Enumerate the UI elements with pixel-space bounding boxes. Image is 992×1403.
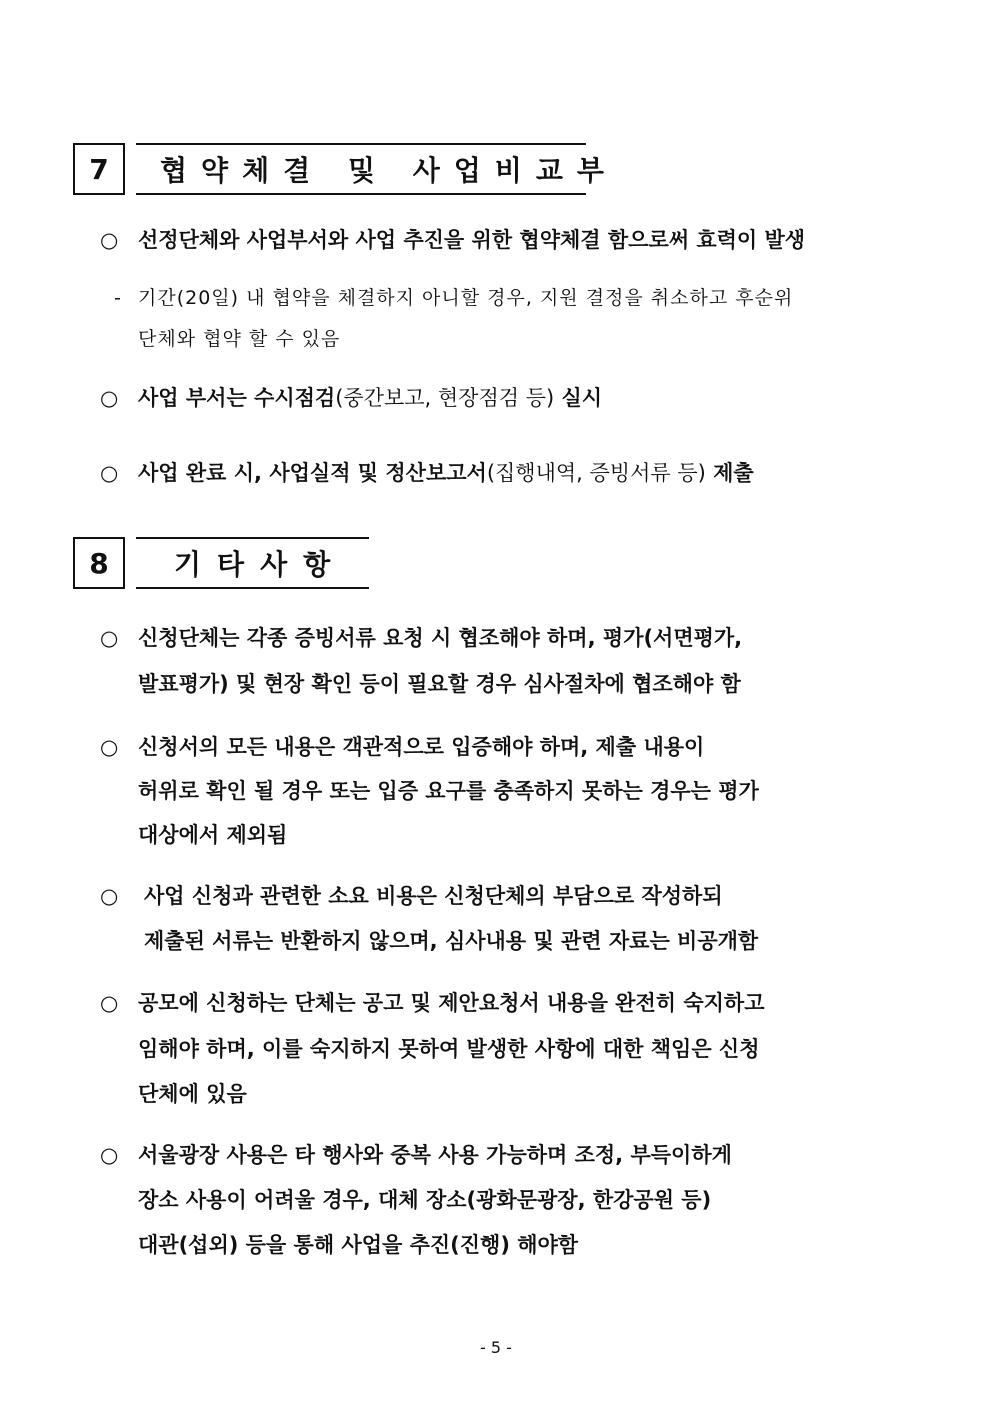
bullet-icon: ○ [100, 735, 119, 759]
s8-item4-line1 [100, 993, 765, 1014]
section-7-title-box [136, 143, 618, 195]
section-7-number-box [73, 143, 125, 195]
section-8-title: 기타사항 [174, 548, 347, 581]
s8-item1-text1: 신청단체는 각종 증빙서류 요청 시 협조해야 하며, 평가(서면평가, [138, 626, 743, 650]
s7-item1-sub-text2: 단체와 협약 할 수 있음 [138, 328, 341, 350]
s8-item3-line1 [100, 886, 723, 907]
page-number: - 5 - [480, 1338, 512, 1357]
s8-item3-text2: 제출된 서류는 반환하지 않으며, 심사내용 및 관련 자료는 비공개함 [144, 929, 759, 953]
s7-item3-part2: (집행내역, 증빙서류 등) [486, 461, 706, 485]
section-8-number-box [73, 537, 125, 589]
s7-item1-line [100, 230, 805, 251]
section-7-title: 협약체결 및 사업비교부 [160, 154, 618, 187]
s8-item1-line1 [100, 628, 742, 649]
s7-item2-part2: (중간보고, 현장점검 등) [335, 386, 555, 410]
bullet-icon: ○ [100, 1143, 119, 1167]
s8-item2-text2: 허위로 확인 될 경우 또는 입증 요구를 충족하지 못하는 경우는 평가 [138, 779, 759, 803]
bullet-icon: ○ [100, 626, 119, 650]
s8-item4-line3 [138, 1084, 247, 1105]
s8-item3-line2 [144, 931, 758, 952]
s8-item2-text1: 신청서의 모든 내용은 객관적으로 입증해야 하며, 제출 내용이 [138, 735, 705, 759]
s8-item2-text3: 대상에서 제외됨 [138, 823, 288, 847]
bullet-icon: ○ [100, 884, 119, 908]
s8-item5-line3 [138, 1235, 578, 1256]
s8-item4-text3: 단체에 있음 [138, 1082, 247, 1106]
s8-item5-text2: 장소 사용이 어려울 경우, 대체 장소(광화문광장, 한강공원 등) [138, 1188, 712, 1212]
s8-item2-line2 [138, 781, 759, 802]
s8-item3-text1: 사업 신청과 관련한 소요 비용은 신청단체의 부담으로 작성하되 [144, 884, 723, 908]
section-8-title-box [136, 537, 369, 589]
s8-item4-text1: 공모에 신청하는 단체는 공고 및 제안요청서 내용을 완전히 숙지하고 [138, 991, 765, 1015]
bullet-icon: ○ [100, 386, 119, 410]
s7-item1-sub-line2 [138, 330, 340, 349]
s7-item1-text: 선정단체와 사업부서와 사업 추진을 위한 협약체결 함으로써 효력이 발생 [138, 228, 806, 252]
s7-item3-part1: 사업 완료 시, 사업실적 및 정산보고서 [138, 461, 487, 485]
s8-item5-text1: 서울광장 사용은 타 행사와 중복 사용 가능하며 조정, 부득이하게 [138, 1143, 732, 1167]
s7-item2-line [100, 388, 602, 409]
section-8-number: 8 [89, 546, 109, 580]
s7-item2-part1: 사업 부서는 수시점검 [138, 386, 336, 410]
bullet-icon: ○ [100, 461, 119, 485]
s8-item1-text2: 발표평가) 및 현장 확인 등이 필요할 경우 심사절차에 협조해야 함 [138, 672, 741, 696]
section-7-number: 7 [89, 152, 109, 186]
s7-item2-part3: 실시 [554, 386, 603, 410]
s7-item3-part3: 제출 [705, 461, 754, 485]
s8-item2-line1 [100, 737, 704, 758]
bullet-icon: ○ [100, 991, 119, 1015]
s8-item5-line2 [138, 1190, 711, 1211]
s8-item2-line3 [138, 825, 287, 846]
s8-item5-line1 [100, 1145, 732, 1166]
bullet-icon: ○ [100, 228, 119, 252]
s7-item1-sub-line1 [114, 289, 793, 308]
s7-item3-line [100, 463, 754, 484]
s7-item1-sub-text1: 기간(20일) 내 협약을 체결하지 아니할 경우, 지원 결정을 취소하고 후순위 [138, 287, 794, 309]
dash-icon: - [114, 287, 122, 309]
s8-item5-text3: 대관(섭외) 등을 통해 사업을 추진(진행) 해야함 [138, 1233, 579, 1257]
s8-item4-text2: 임해야 하며, 이를 숙지하지 못하여 발생한 사항에 대한 책임은 신청 [138, 1037, 760, 1061]
s8-item1-line2 [138, 674, 741, 695]
s8-item4-line2 [138, 1039, 760, 1060]
